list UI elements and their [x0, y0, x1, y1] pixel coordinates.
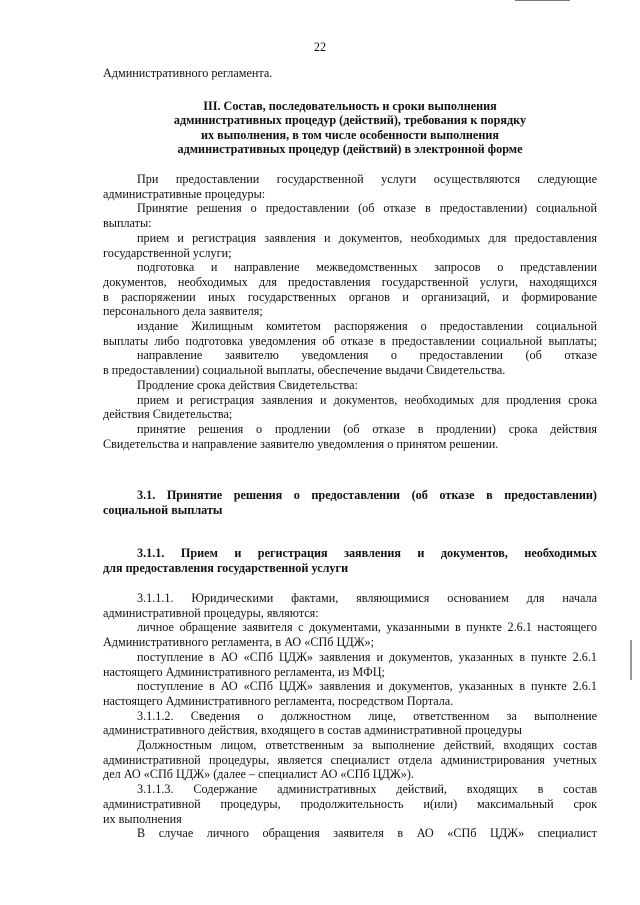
body-line: административной процедуры, является специалист отдела администрирования учетных [103, 752, 597, 767]
section-title [103, 99, 597, 156]
paragraph-line: направление заявителю уведомления о предоставлении (об отказе [137, 348, 597, 363]
paragraph-line: подготовка и направление межведомственных запросов о представлении [137, 260, 597, 275]
body-line: их выполнения [103, 811, 182, 826]
heading-3-1-1 [103, 546, 597, 575]
paragraph-line: выплаты: [103, 216, 152, 231]
body-line: административной процедуры, продолжительность и(или) максимальный срок [103, 796, 597, 811]
paragraph-line: документов, необходимых для предоставления государственной услуги, находящихся [103, 274, 597, 289]
scan-edge-mark [630, 640, 632, 680]
paragraph-line: прием и регистрация заявления и документов, необходимых для предоставления [137, 230, 597, 245]
body-line: Административного регламента, в АО «СПб ЦДЖ»; [103, 635, 375, 650]
heading-line: 3.1.1. Прием и регистрация заявления и документов, необходимых [137, 546, 597, 560]
body-line: административной процедуры, являются: [103, 605, 319, 620]
paragraph-line: Свидетельства и направление заявителю уведомления о принятом решении. [103, 436, 499, 451]
page-number: 22 [313, 40, 327, 54]
body-line: дел АО «СПб ЦДЖ» (далее – специалист АО «СПб ЦДЖ»). [103, 767, 414, 782]
heading-line: социальной выплаты [103, 502, 223, 517]
body-line: поступление в АО «СПб ЦДЖ» заявления и документов, указанных в пункте 2.6.1 [137, 679, 597, 694]
paragraph-line: прием и регистрация заявления и документов, необходимых для продления срока [137, 392, 597, 407]
paragraph-line: При предоставлении государственной услуги осуществляются следующие [137, 172, 597, 186]
heading-line: 3.1. Принятие решения о предоставлении (об отказе в предоставлении) [137, 488, 597, 502]
section-title-line: административных процедур (действий) в электронной форме [177, 141, 523, 156]
body-line: поступление в АО «СПб ЦДЖ» заявления и документов, указанных в пункте 2.6.1 [137, 649, 597, 664]
heading-line: для предоставления государственной услуги [103, 560, 349, 575]
procedures-list [103, 172, 597, 451]
body-text [103, 591, 597, 841]
paragraph-line: государственной услуги; [103, 245, 232, 260]
body-line: личное обращение заявителя с документами, указанными в пункте 2.6.1 настоящего [137, 620, 597, 635]
paragraph-line: принятие решения о продлении (об отказе в продлении) срока действия [137, 421, 597, 436]
body-line: административного действия, входящего в состав административной процедуры [103, 723, 522, 738]
body-line: Должностным лицом, ответственным за выполнение действий, входящих состав [137, 738, 597, 753]
section-title-line: III. Состав, последовательность и сроки выполнения [203, 99, 497, 113]
paragraph-line: издание Жилищным комитетом распоряжения о предоставлении социальной [137, 319, 597, 334]
scan-edge-mark [515, 0, 570, 1]
paragraph-line: в предоставлении) социальной выплаты, обеспечение выдачи Свидетельства. [103, 363, 506, 378]
paragraph-line: персонального дела заявителя; [103, 304, 263, 319]
body-line: 3.1.1.1. Юридическими фактами, являющимися основанием для начала [137, 591, 597, 605]
paragraph-line: в распоряжении иных государственных органов и организаций, и формирование [103, 289, 597, 304]
paragraph-line: выплаты либо подготовка уведомления об отказе в предоставлении социальной выплаты; [103, 333, 597, 348]
body-line: настоящего Административного регламента, из МФЦ; [103, 664, 385, 679]
heading-3-1 [103, 488, 597, 517]
paragraph-line: Принятие решения о предоставлении (об отказе в предоставлении) социальной [137, 201, 597, 216]
paragraph-line: действия Свидетельства; [103, 407, 233, 422]
body-line: В случае личного обращения заявителя в АО «СПб ЦДЖ» специалист [137, 826, 597, 841]
body-line: 3.1.1.2. Сведения о должностном лице, ответственном за выполнение [137, 708, 597, 723]
intro-line: Административного регламента. [103, 66, 273, 80]
paragraph-line: Продление срока действия Свидетельства: [137, 377, 358, 392]
section-title-line: их выполнения, в том числе особенности выполнения [201, 127, 499, 142]
body-line: 3.1.1.3. Содержание административных действий, входящих в состав [137, 782, 597, 797]
body-line: настоящего Административного регламента, посредством Портала. [103, 693, 454, 708]
section-title-line: административных процедур (действий), требования к порядку [173, 113, 527, 128]
paragraph-line: административные процедуры: [103, 186, 266, 201]
